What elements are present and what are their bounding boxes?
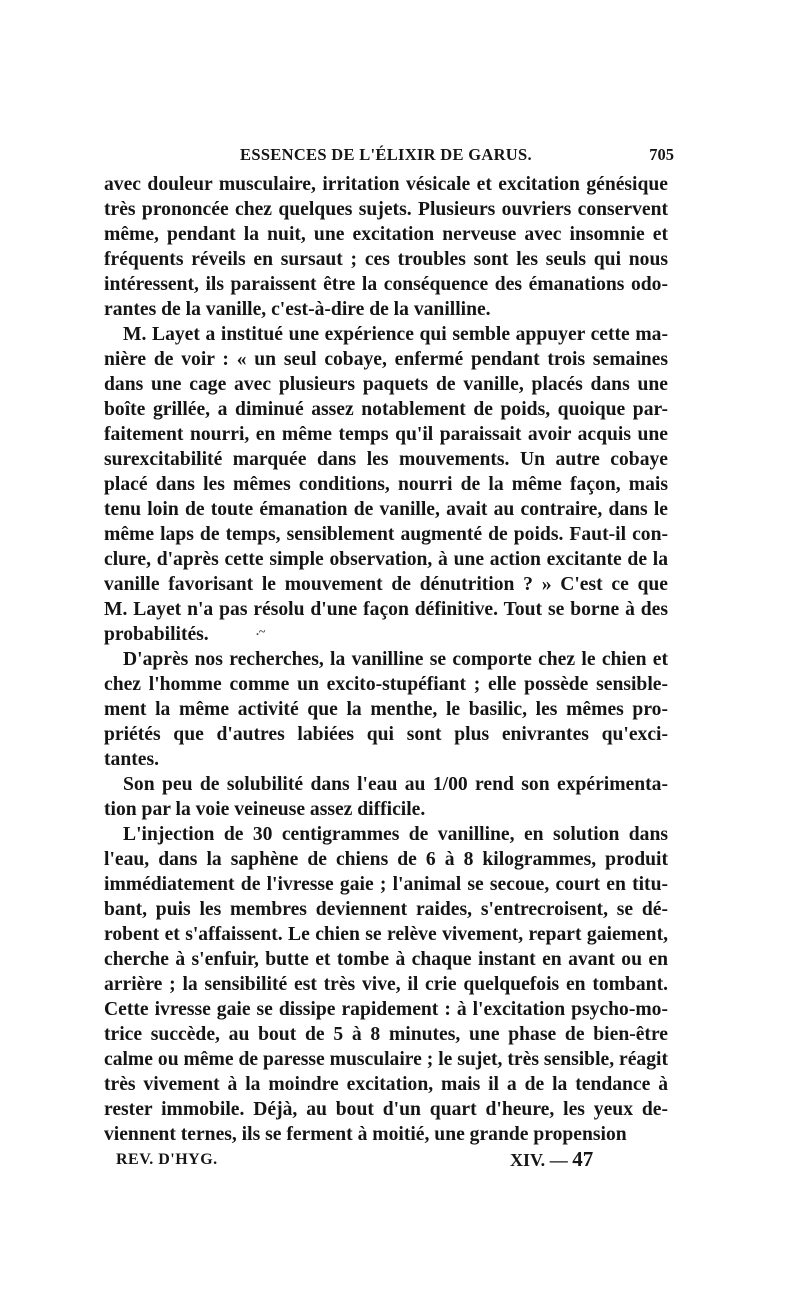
signature-dash: —: [549, 1150, 568, 1170]
text-line: D'après nos recherches, la vanilline se comporte chez le chien et: [123, 649, 668, 670]
text-line: tion par la voie veineuse assez difficile.: [104, 799, 426, 820]
text-line: clure, d'après cette simple observation, à une action excitante de la: [104, 549, 668, 570]
text-line: intéressent, ils paraissent être la conséquence des émanations odo-: [104, 274, 668, 295]
running-title: ESSENCES DE L'ÉLIXIR DE GARUS.: [240, 145, 532, 164]
text-line: surexcitabilité marquée dans les mouvements. Un autre cobaye: [104, 449, 668, 470]
paragraph: [104, 172, 668, 322]
body-text: [104, 172, 668, 1147]
text-line: tenu loin de toute émanation de vanille, avait au contraire, dans le: [104, 499, 668, 520]
text-line: Cette ivresse gaie se dissipe rapidement : à l'excitation psycho-mo-: [104, 999, 668, 1020]
text-line: L'injection de 30 centigrammes de vanilline, en solution dans: [123, 824, 668, 845]
text-line: robent et s'affaissent. Le chien se relève vivement, repart gaiement,: [104, 924, 668, 945]
paragraph: [104, 772, 668, 822]
text-line: rester immobile. Déjà, au bout d'un quart d'heure, les yeux de-: [104, 1099, 668, 1120]
paragraph: [104, 822, 668, 1147]
page-number: 705: [649, 145, 674, 164]
text-line: vanille favorisant le mouvement de dénutrition ? » C'est ce que: [104, 574, 668, 595]
paragraph: [104, 322, 668, 647]
text-line: avec douleur musculaire, irritation vésicale et excitation génésique: [104, 174, 668, 195]
text-line: même laps de temps, sensiblement augmenté de poids. Faut-il con-: [104, 524, 668, 545]
text-line: cherche à s'enfuir, butte et tombe à chaque instant en avant ou en: [104, 949, 668, 970]
text-line: placé dans les mêmes conditions, nourri de la même façon, mais: [104, 474, 668, 495]
running-head: [104, 145, 674, 169]
text-line: M. Layet a institué une expérience qui semble appuyer cette ma-: [123, 324, 668, 345]
text-line: chez l'homme comme un excito-stupéfiant ; elle possède sensible-: [104, 674, 668, 695]
text-line: très prononcée chez quelques sujets. Plusieurs ouvriers conservent: [104, 199, 668, 220]
text-line: même, pendant la nuit, une excitation nerveuse avec insomnie et: [104, 224, 668, 245]
text-line: ment la même activité que la menthe, le basilic, les mêmes pro-: [104, 699, 668, 720]
text-line: bant, puis les membres deviennent raides, s'entrecroisent, se dé-: [104, 899, 668, 920]
journal-abbreviation: REV. D'HYG.: [116, 1151, 218, 1168]
text-line: Son peu de solubilité dans l'eau au 1/00 rend son expérimenta-: [123, 774, 668, 795]
text-line: immédiatement de l'ivresse gaie ; l'animal se secoue, court en titu-: [104, 874, 668, 895]
text-line: fréquents réveils en sursaut ; ces troubles sont les seuls qui nous: [104, 249, 668, 270]
page-footer: [116, 1147, 626, 1173]
ink-mark: .~: [256, 624, 266, 638]
text-line: très vivement à la moindre excitation, mais il a de la tendance à: [104, 1074, 668, 1095]
signature-number: 47: [572, 1147, 594, 1171]
text-line: M. Layet n'a pas résolu d'une façon définitive. Tout se borne à des: [104, 599, 668, 620]
paragraph: [104, 647, 668, 772]
text-line: viennent ternes, ils se ferment à moitié, une grande propension: [104, 1124, 627, 1145]
text-line: nière de voir : « un seul cobaye, enfermé pendant trois semaines: [104, 349, 668, 370]
text-line: rantes de la vanille, c'est-à-dire de la vanilline.: [104, 299, 491, 320]
text-line: trice succède, au bout de 5 à 8 minutes, une phase de bien-être: [104, 1024, 668, 1045]
text-line: dans une cage avec plusieurs paquets de vanille, placés dans une: [104, 374, 668, 395]
text-line: arrière ; la sensibilité est très vive, il crie quelquefois en tombant.: [104, 974, 668, 995]
text-line: tantes.: [104, 749, 159, 770]
text-line: boîte grillée, a diminué assez notablement de poids, quoique par-: [104, 399, 668, 420]
text-line: calme ou même de paresse musculaire ; le sujet, très sensible, réagit: [104, 1049, 668, 1070]
text-line: faitement nourri, en même temps qu'il paraissait avoir acquis une: [104, 424, 668, 445]
text-line: probabilités.: [104, 624, 209, 645]
text-line: priétés que d'autres labiées qui sont plus enivrantes qu'exci-: [104, 724, 668, 745]
gathering-signature: [510, 1147, 593, 1172]
text-line: l'eau, dans la saphène de chiens de 6 à 8 kilogrammes, produit: [104, 849, 668, 870]
volume-number: XIV.: [510, 1150, 546, 1170]
